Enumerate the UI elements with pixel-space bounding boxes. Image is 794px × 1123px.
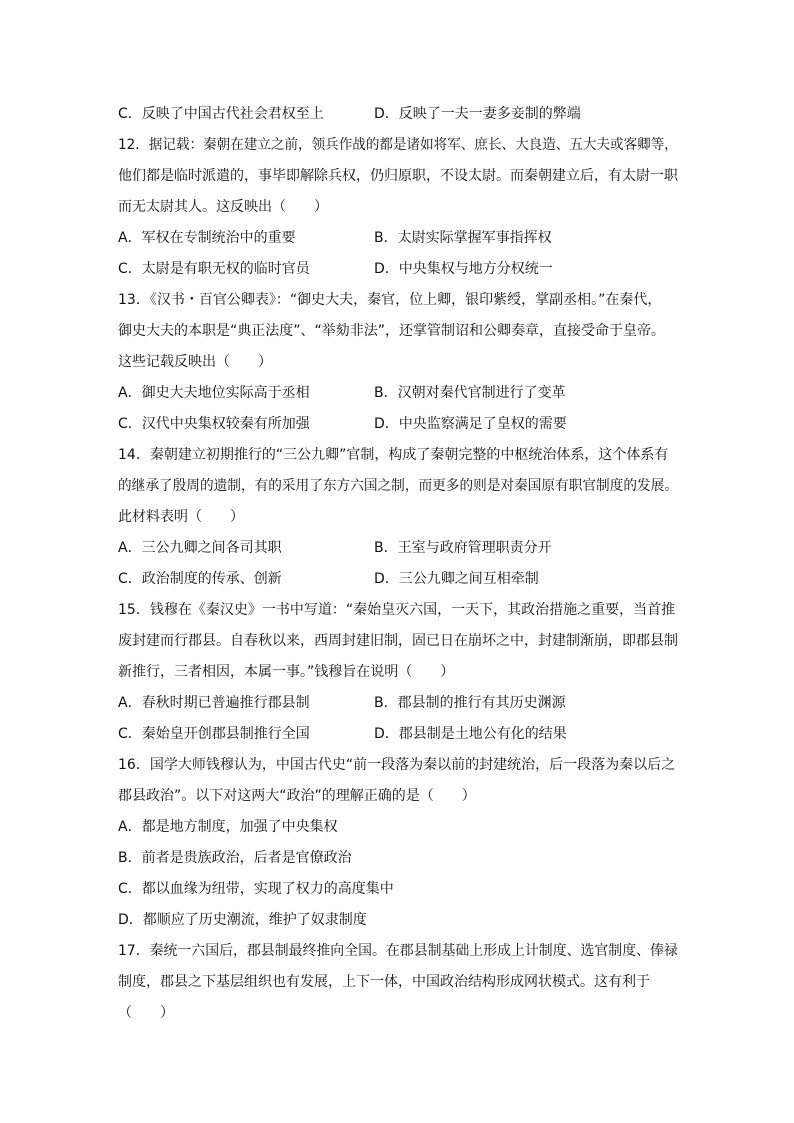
- q12-stem-line-2: 他们都是临时派遣的，事毕即解除兵权，仍归原职，不设太尉。而秦朝建立后，有太尉一职: [118, 168, 678, 184]
- q12-option-c[interactable]: C．太尉是有职无权的临时官员: [118, 261, 310, 277]
- q14-option-c[interactable]: C．政治制度的传承、创新: [118, 571, 282, 587]
- q11-option-d[interactable]: D．反映了一夫一妻多妾制的弊端: [374, 106, 581, 122]
- q17-stem-line-2: 制度，郡县之下基层组织也有发展，上下一体，中国政治结构形成网状模式。这有利于: [118, 974, 650, 990]
- q11-option-c[interactable]: C．反映了中国古代社会君权至上: [118, 106, 324, 122]
- q14-stem-line-2: 的继承了殷周的遗制，有的采用了东方六国之制，而更多的则是对秦国原有职官制度的发展。: [118, 478, 678, 494]
- q16-option-b[interactable]: B．前者是贵族政治，后者是官僚政治: [118, 850, 352, 866]
- q16-option-d[interactable]: D．都顺应了历史潮流，维护了奴隶制度: [118, 912, 367, 928]
- q15-option-b[interactable]: B．郡县制的推行有其历史渊源: [374, 695, 566, 711]
- q14-option-b[interactable]: B．王室与政府管理职责分开: [374, 540, 552, 556]
- q15-option-d[interactable]: D．郡县制是土地公有化的结果: [374, 726, 567, 742]
- q16-option-a[interactable]: A．都是地方制度，加强了中央集权: [118, 819, 338, 835]
- q13-option-a[interactable]: A．御史大夫地位实际高于丞相: [118, 385, 310, 401]
- q12-option-a[interactable]: A．军权在专制统治中的重要: [118, 230, 296, 246]
- q15-option-c[interactable]: C．秦始皇开创郡县制推行全国: [118, 726, 310, 742]
- q14-option-d[interactable]: D．三公九卿之间互相牵制: [374, 571, 539, 587]
- q15-stem-line-3: 新推行，三者相因，本属一事。”钱穆旨在说明（ ）: [118, 664, 455, 680]
- q15-stem-line-2: 废封建而行郡县。自春秋以来，西周封建旧制，固已日在崩坏之中，封建制渐崩，即郡县制: [118, 633, 678, 649]
- q13-stem-line-3: 这些记载反映出（ ）: [118, 354, 272, 370]
- q13-stem-line-2: 御史大夫的本职是“典正法度”、“举劾非法”，还掌管制诏和公卿奏章，直接受命于皇帝。: [118, 323, 666, 339]
- q14-option-a[interactable]: A．三公九卿之间各司其职: [118, 540, 282, 556]
- q13-stem-line-1: 13．《汉书・百官公卿表》：“御史大夫，秦官，位上卿，银印紫绶，掌副丞相。”在秦代，: [118, 292, 662, 308]
- q15-option-a[interactable]: A．春秋时期已普遍推行郡县制: [118, 695, 310, 711]
- q13-option-b[interactable]: B．汉朝对秦代官制进行了变革: [374, 385, 566, 401]
- q13-option-c[interactable]: C．汉代中央集权较秦有所加强: [118, 416, 310, 432]
- q12-stem-line-1: 12．据记载：秦朝在建立之前，领兵作战的都是诸如将军、庶长、大良造、五大夫或客卿等，: [118, 137, 678, 153]
- q12-stem-line-3: 而无太尉其人。这反映出（ ）: [118, 199, 328, 215]
- q16-option-c[interactable]: C．都以血缘为纽带，实现了权力的高度集中: [118, 881, 394, 897]
- q17-stem-line-3: （ ）: [118, 1005, 174, 1021]
- q12-option-d[interactable]: D．中央集权与地方分权统一: [374, 261, 553, 277]
- q12-option-b[interactable]: B．太尉实际掌握军事指挥权: [374, 230, 552, 246]
- q16-stem-line-1: 16．国学大师钱穆认为，中国古代史“前一段落为秦以前的封建统治，后一段落为秦以后之: [118, 757, 676, 773]
- q14-stem-line-1: 14．秦朝建立初期推行的“三公九卿”官制，构成了秦朝完整的中枢统治体系，这个体系有: [118, 447, 669, 463]
- q17-stem-line-1: 17．秦统一六国后，郡县制最终推向全国。在郡县制基础上形成上计制度、选官制度、俸禄: [118, 943, 678, 959]
- q14-stem-line-3: 此材料表明（ ）: [118, 509, 244, 525]
- q15-stem-line-1: 15．钱穆在《秦汉史》一书中写道：“秦始皇灭六国，一天下，其政治措施之重要，当首推: [118, 602, 676, 618]
- q16-stem-line-2: 郡县政治”。以下对这两大“政治”的理解正确的是（ ）: [118, 788, 476, 804]
- q13-option-d[interactable]: D．中央监察满足了皇权的需要: [374, 416, 567, 432]
